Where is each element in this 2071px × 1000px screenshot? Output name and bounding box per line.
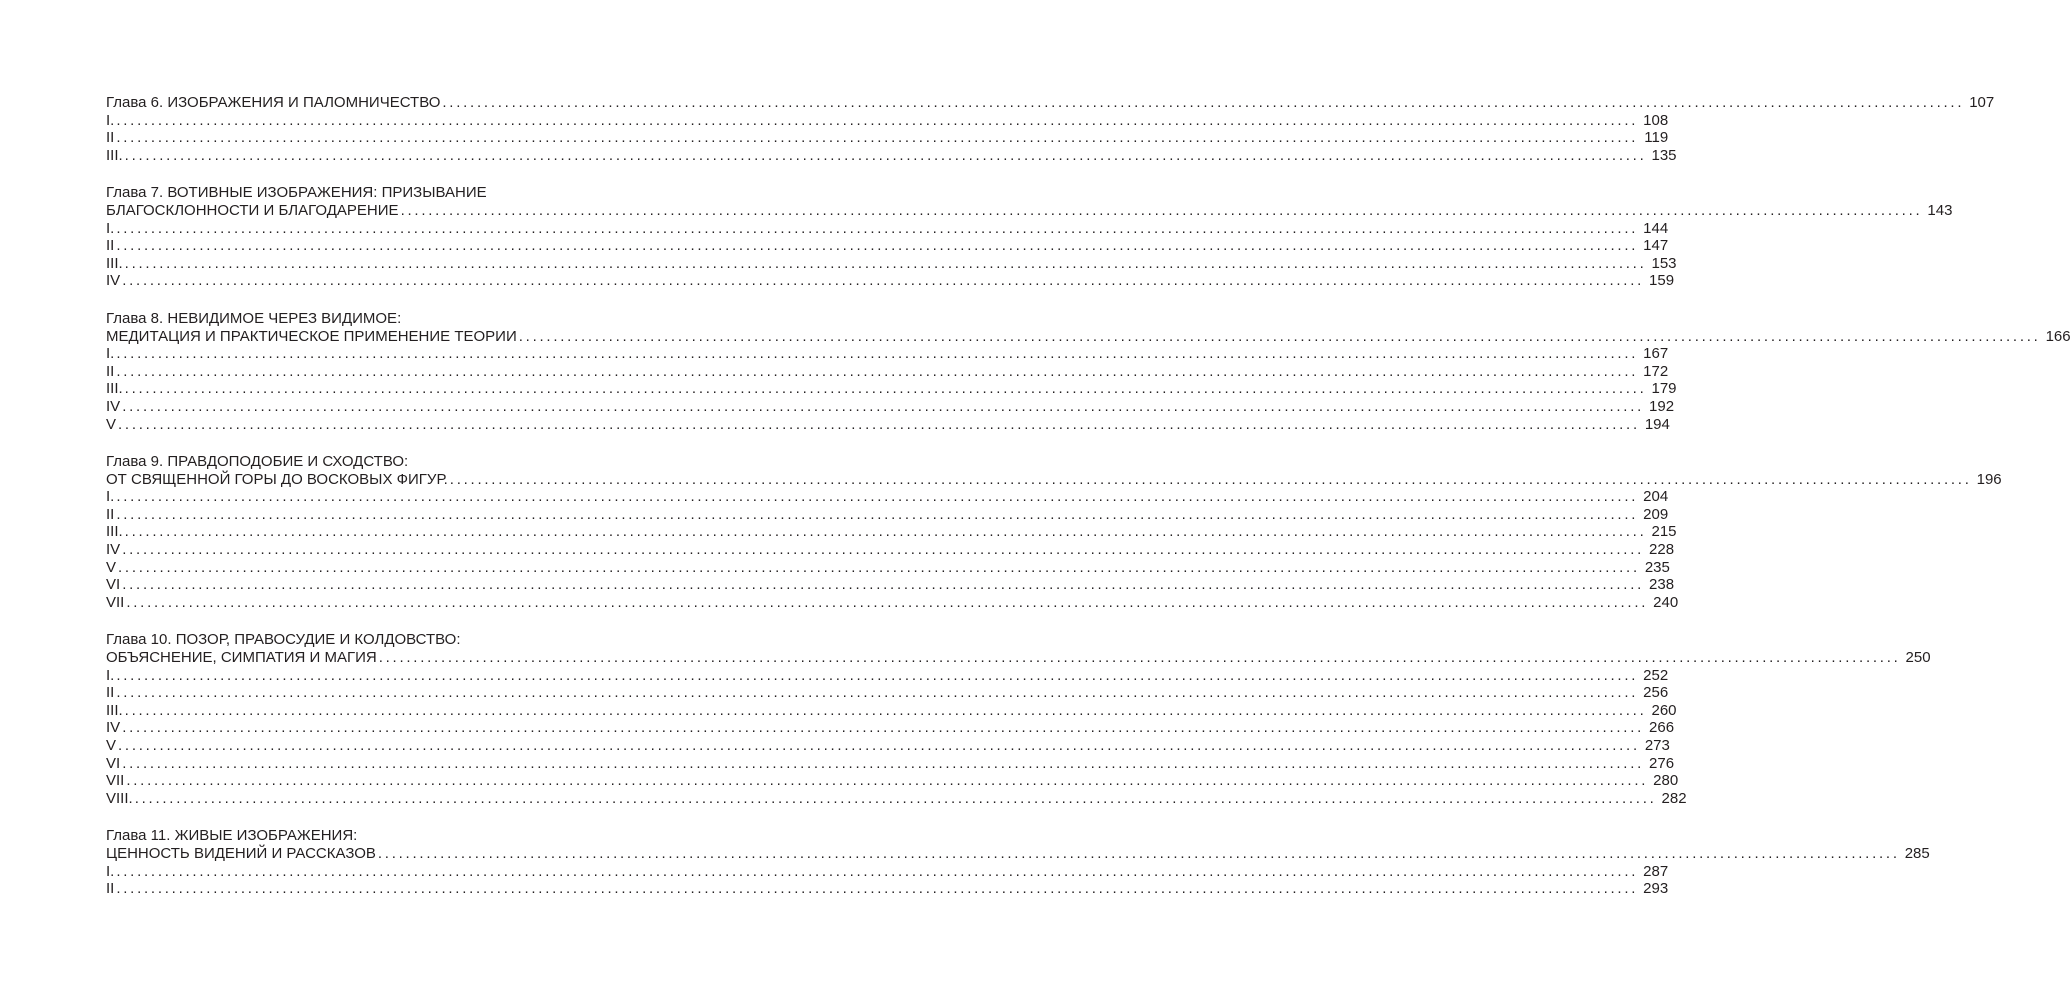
dot-leader: ............................................................................................................................................................................................................................ [122,397,1645,415]
section-entry [106,362,1669,381]
section-entry [106,345,1669,363]
entry-label: IV [106,719,121,737]
entry-label: I. [106,111,115,129]
chapter-title-line: Глава 11. ЖИВЫЕ ИЗОБРАЖЕНИЯ: [106,827,358,845]
chapter-entry [106,94,1995,112]
dot-leader: ............................................................................................................................................................................................................................ [124,254,1647,272]
dot-leader: ............................................................................................................................................................................................................................ [124,146,1647,164]
page-number: 273 [1644,737,1670,754]
chapter-block [106,94,1995,164]
chapter-entry [106,844,1930,863]
chapter-block [106,827,1930,898]
dot-leader: ............................................................................................................................................................................................................................ [377,844,1900,862]
dot-leader: ............................................................................................................................................................................................................................ [122,719,1645,737]
page-number: 143 [1927,201,1953,219]
entry-label: III. [106,146,123,164]
entry-label: БЛАГОСКЛОННОСТИ И БЛАГОДАРЕНИЕ [106,201,399,219]
dot-leader: ............................................................................................................................................................................................................................ [378,649,1901,667]
chapter-entry [106,649,1931,667]
page-number: 204 [1643,488,1669,506]
section-entry [106,593,1679,612]
chapter-block [106,184,1953,290]
section-entry [106,684,1669,702]
section-entry [106,666,1669,685]
dot-leader: ............................................................................................................................................................................................................................ [400,201,1923,219]
entry-label: III. [106,701,123,719]
entry-label: II [106,505,115,523]
dot-leader: ............................................................................................................................................................................................................................ [118,415,1640,433]
chapter-entry [106,201,1953,220]
entry-label: II [106,362,115,380]
page-number: 196 [1976,470,2002,488]
page-number: 282 [1661,789,1687,807]
page-number: 179 [1651,380,1677,398]
entry-label: VIII. [106,789,133,807]
entry-label: ОБЪЯСНЕНИЕ, СИМПАТИЯ И МАГИЯ [106,649,377,667]
table-of-contents [106,94,2071,918]
chapter-entry [106,470,2002,489]
entry-label: I. [106,666,115,684]
section-entry [106,880,1669,898]
dot-leader: ............................................................................................................................................................................................................................ [116,345,1639,363]
entry-label: V [106,415,117,433]
dot-leader: ............................................................................................................................................................................................................................ [134,789,1657,807]
chapter-title-line: Глава 10. ПОЗОР, ПРАВОСУДИЕ И КОЛДОВСТВО: [106,631,461,649]
dot-leader: ............................................................................................................................................................................................................................ [442,94,1965,111]
page-number: 252 [1643,666,1669,684]
entry-label: I. [106,862,115,880]
page-number: 192 [1649,397,1675,415]
entry-label: I. [106,219,115,237]
section-entry [106,576,1675,594]
dot-leader: ............................................................................................................................................................................................................................ [116,880,1639,898]
section-entry [106,523,1677,541]
page-number: 135 [1651,146,1677,164]
entry-label: III. [106,254,123,272]
dot-leader: ............................................................................................................................................................................................................................ [116,237,1639,255]
page-number: 256 [1643,684,1669,702]
entry-label: VI [106,576,121,594]
page-number: 250 [1905,649,1931,667]
page-number: 240 [1653,593,1679,611]
section-entry [106,146,1677,165]
entry-label: I. [106,345,115,363]
dot-leader: ............................................................................................................................................................................................................................ [518,327,2041,345]
entry-label: II [106,684,115,702]
page-number: 194 [1644,415,1670,433]
entry-label: II [106,237,115,255]
page-number: 287 [1643,862,1669,880]
chapter-title-line: Глава 9. ПРАВДОПОДОБИЕ И СХОДСТВО: [106,453,409,471]
page-number: 238 [1649,576,1675,594]
section-entry [106,558,1670,577]
dot-leader: ............................................................................................................................................................................................................................ [116,111,1639,129]
entry-label: VI [106,754,121,772]
page-number: 172 [1643,362,1669,380]
section-entry [106,737,1670,755]
entry-label: III. [106,380,123,398]
dot-leader: ............................................................................................................................................................................................................................ [126,772,1649,790]
dot-leader: ............................................................................................................................................................................................................................ [116,362,1639,380]
entry-label: VII [106,593,125,611]
entry-label: V [106,558,117,576]
dot-leader: ............................................................................................................................................................................................................................ [124,701,1647,719]
dot-leader: ............................................................................................................................................................................................................................ [124,380,1647,398]
dot-leader: ............................................................................................................................................................................................................................ [116,862,1639,880]
dot-leader: ............................................................................................................................................................................................................................ [122,754,1645,772]
chapter-title-line: Глава 8. НЕВИДИМОЕ ЧЕРЕЗ ВИДИМОЕ: [106,309,402,327]
section-entry [106,541,1675,559]
section-entry [106,111,1669,130]
dot-leader: ............................................................................................................................................................................................................................ [124,523,1647,541]
section-entry [106,397,1675,416]
page-number: 159 [1649,272,1675,290]
page-number: 280 [1653,772,1679,790]
page-number: 228 [1649,541,1675,559]
page-number: 144 [1643,219,1669,237]
section-entry [106,272,1675,290]
entry-label: III. [106,523,123,541]
entry-label: II [106,880,115,898]
section-entry [106,719,1675,737]
section-entry [106,488,1669,506]
section-entry [106,254,1677,273]
page-number: 147 [1643,237,1669,255]
entry-label: ОТ СВЯЩЕННОЙ ГОРЫ ДО ВОСКОВЫХ ФИГУР. [106,470,448,488]
chapter-block [106,309,2071,433]
dot-leader: ............................................................................................................................................................................................................................ [116,129,1639,147]
entry-label: Глава 6. ИЗОБРАЖЕНИЯ И ПАЛОМНИЧЕСТВО [106,94,441,111]
dot-leader: ............................................................................................................................................................................................................................ [118,737,1640,754]
page-number: 153 [1651,254,1677,272]
page-number: 108 [1643,111,1669,129]
entry-label: IV [106,272,121,290]
section-entry [106,505,1669,524]
dot-leader: ............................................................................................................................................................................................................................ [122,576,1645,594]
dot-leader: ............................................................................................................................................................................................................................ [116,684,1639,702]
dot-leader: ............................................................................................................................................................................................................................ [116,219,1639,237]
page-number: 266 [1649,719,1675,737]
page-number: 167 [1643,345,1669,363]
page-number: 293 [1643,880,1669,898]
section-entry [106,237,1669,255]
section-entry [106,129,1669,147]
dot-leader: ............................................................................................................................................................................................................................ [116,666,1639,684]
chapter-entry [106,327,2071,346]
dot-leader: ............................................................................................................................................................................................................................ [118,558,1640,576]
section-entry [106,701,1677,720]
dot-leader: ............................................................................................................................................................................................................................ [122,272,1645,290]
section-entry [106,789,1687,808]
section-entry [106,772,1679,790]
entry-label: V [106,737,117,754]
page-number: 235 [1644,558,1670,576]
chapter-title-line: Глава 7. ВОТИВНЫЕ ИЗОБРАЖЕНИЯ: ПРИЗЫВАНИЕ [106,184,487,202]
section-entry [106,380,1677,398]
page-number: 119 [1644,129,1669,147]
entry-label: II [106,129,115,147]
dot-leader: ............................................................................................................................................................................................................................ [122,541,1645,559]
entry-label: МЕДИТАЦИЯ И ПРАКТИЧЕСКОЕ ПРИМЕНЕНИЕ ТЕОРИИ [106,327,517,345]
page-number: 107 [1969,94,1995,111]
section-entry [106,415,1670,434]
chapter-block [106,631,1931,807]
section-entry [106,862,1669,881]
dot-leader: ............................................................................................................................................................................................................................ [116,505,1639,523]
entry-label: I. [106,488,115,506]
entry-label: VII [106,772,125,790]
section-entry [106,219,1669,238]
page-number: 209 [1643,505,1669,523]
chapter-block [106,453,2002,611]
dot-leader: ............................................................................................................................................................................................................................ [126,593,1649,611]
section-entry [106,754,1675,773]
entry-label: IV [106,397,121,415]
page-number: 285 [1904,844,1930,862]
page-number: 166 [2045,327,2071,345]
dot-leader: ............................................................................................................................................................................................................................ [449,470,1972,488]
entry-label: ЦЕННОСТЬ ВИДЕНИЙ И РАССКАЗОВ [106,844,376,862]
page-number: 215 [1651,523,1677,541]
dot-leader: ............................................................................................................................................................................................................................ [116,488,1639,506]
entry-label: IV [106,541,121,559]
page-number: 276 [1649,754,1675,772]
page-number: 260 [1651,701,1677,719]
